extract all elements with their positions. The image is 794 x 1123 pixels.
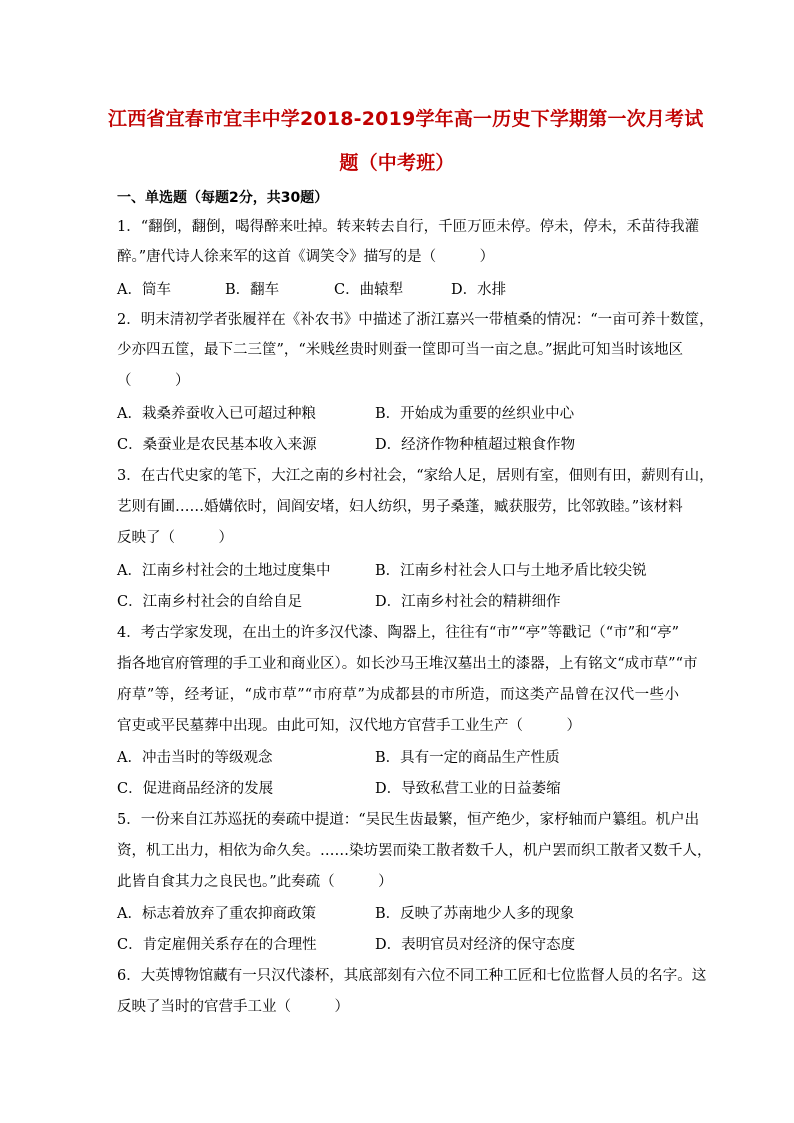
section-heading: 一、单选题（每题2分，共30题）: [117, 190, 329, 206]
question-4-option-c: C．促进商品经济的发展: [117, 781, 274, 797]
question-4-option-d: D．导致私营工业的日益萎缩: [375, 781, 561, 797]
document-title-line-1: 江西省宜春市宜丰中学2018-2019学年高一历史下学期第一次月考试: [108, 108, 704, 130]
question-5-line-3: 此皆自食其力之良民也。”此奏疏（ ）: [117, 874, 393, 890]
question-5-option-c: C．肯定雇佣关系存在的合理性: [117, 937, 317, 953]
question-2-option-b: B．开始成为重要的丝织业中心: [375, 406, 575, 422]
question-5-option-d: D．表明官员对经济的保守态度: [375, 937, 576, 953]
question-3-option-b: B．江南乡村社会人口与土地矛盾比较尖锐: [375, 563, 647, 579]
question-5-option-b: B．反映了苏南地少人多的现象: [375, 906, 575, 922]
question-4-line-3: 府草”等，经考证，“成市草”“市府草”为成都县的市所造，而这类产品曾在汉代一些小: [117, 687, 679, 703]
question-5-line-1: 5．一份来自江苏巡抚的奏疏中提道：“吴民生齿最繁，恒产绝少，家杼轴而户纂组。机户出: [117, 812, 700, 828]
question-2-option-a: A．栽桑养蚕收入已可超过种粮: [117, 406, 316, 422]
question-3-line-3: 反映了（ ）: [117, 530, 233, 546]
question-2-line-3: （ ）: [117, 373, 190, 389]
question-3-option-a: A．江南乡村社会的土地过度集中: [117, 563, 331, 579]
question-3-line-1: 3．在古代史家的笔下，大江之南的乡村社会，“家给人足，居则有室，佃则有田，薪则有山，: [117, 468, 714, 484]
question-1-line-2: 醉。”唐代诗人徐来军的这首《调笑令》描写的是（ ）: [117, 249, 495, 265]
question-3-line-2: 艺则有圃……婚媾依时，闾阎安堵，妇人纺织，男子桑蓬，臧获服劳，比邻敦睦。”该材料: [117, 499, 683, 515]
question-3-option-c: C．江南乡村社会的自给自足: [117, 594, 303, 610]
question-4-option-b: B．具有一定的商品生产性质: [375, 750, 560, 766]
question-5-option-a: A．标志着放弃了重农抑商政策: [117, 906, 316, 922]
question-5-line-2: 资，机工出力，相依为命久矣。……染坊罢而染工散者数千人，机户罢而织工散者又数千人，: [117, 843, 712, 859]
question-4-line-4: 官吏或平民墓葬中出现。由此可知，汉代地方官营手工业生产（ ）: [117, 718, 581, 734]
question-2-option-d: D．经济作物种植超过粮食作物: [375, 437, 576, 453]
question-3-option-d: D．江南乡村社会的精耕细作: [375, 594, 561, 610]
question-4-option-a: A．冲击当时的等级观念: [117, 750, 273, 766]
question-4-line-1: 4．考古学家发现，在出土的许多汉代漆、陶器上，往往有“市”“亭”等戳记（“市”和“亭”: [117, 625, 679, 641]
question-1-option-d: D．水排: [451, 282, 507, 298]
question-6-line-2: 反映了当时的官营手工业（ ）: [117, 999, 349, 1015]
document-title-line-2: 题（中考班）: [339, 152, 455, 174]
question-2-line-1: 2．明末清初学者张履祥在《补农书》中描述了浙江嘉兴一带植桑的情况：“一亩可养十数筐，: [117, 312, 714, 328]
question-6-line-1: 6．大英博物馆藏有一只汉代漆杯，其底部刻有六位不同工种工匠和七位监督人员的名字。这: [117, 968, 707, 984]
question-1-option-a: A．筒车: [117, 282, 171, 298]
question-4-line-2: 指各地官府管理的手工业和商业区）。如长沙马王堆汉墓出土的漆器，上有铭文“成市草”“市: [117, 656, 698, 672]
question-2-line-2: 少亦四五筐，最下二三筐”，“米贱丝贵时则蚕一筐即可当一亩之息。”据此可知当时该地区: [117, 342, 683, 358]
question-1-line-1: 1．“翻倒，翻倒，喝得醉来吐掉。转来转去自行，千匝万匝未停。停未，停未，禾苗待我灌: [117, 219, 700, 235]
question-1-option-c: C．曲辕犁: [334, 282, 404, 298]
question-1-option-b: B．翻车: [225, 282, 280, 298]
question-2-option-c: C．桑蚕业是农民基本收入来源: [117, 437, 317, 453]
